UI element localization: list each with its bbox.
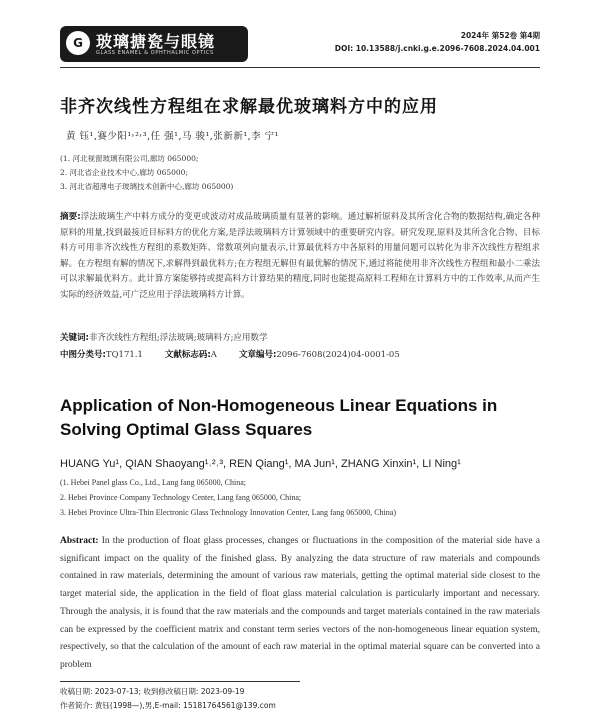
zh-keywords [60, 331, 268, 343]
cls-value: TQ171.1 [105, 350, 143, 360]
zh-affiliation-3: 3. 河北省超薄电子玻璃技术创新中心,廊坊 065000) [60, 182, 234, 191]
zh-keywords-label: 关键词: [60, 333, 89, 343]
en-abstract-label: Abstract: [60, 536, 99, 546]
zh-abstract [60, 210, 540, 304]
classification-line [60, 348, 400, 360]
article-no-value: 2096-7608(2024)04-0001-05 [276, 350, 400, 360]
header-rule [60, 67, 540, 68]
doc-code-label: 文献标志码: [164, 350, 211, 360]
zh-authors: 黄 钰¹,赛少阳¹˒²˒³,任 强¹,马 骏¹,张新新¹,李 宁¹ [66, 131, 279, 142]
journal-logo [60, 26, 248, 62]
zh-title: 非齐次线性方程组在求解最优玻璃料方中的应用 [60, 97, 438, 117]
en-abstract [60, 533, 540, 675]
doi: DOI: 10.13588/j.cnki.g.e.2096-7608.2024.04.001 [334, 44, 540, 53]
zh-affiliation-2: 2. 河北省企业技术中心,廊坊 065000; [60, 168, 188, 177]
article-no-label: 文章编号: [238, 350, 277, 360]
journal-name-en: GLASS ENAMEL & OPHTHALMIC OPTICS [96, 50, 214, 56]
en-affiliation-3: 3. Hebei Province Ultra-Thin Electronic Glass Technology Innovation Center, Lang fang 065000, China) [60, 508, 396, 517]
zh-affiliation-1: (1. 河北视窗玻璃有限公司,廊坊 065000; [60, 154, 199, 163]
received-date: 收稿日期: 2023-07-13; 收到修改稿日期: 2023-09-19 [60, 687, 245, 696]
en-affiliation-2: 2. Hebei Province Company Technology Center, Lang fang 065000, China; [60, 493, 302, 502]
author-info: 作者简介: 黄钰(1998—),男,E-mail: 15181764561@139.com [60, 701, 276, 710]
doc-code-value: A [210, 350, 217, 360]
zh-abstract-label: 摘要: [60, 212, 81, 222]
logo-mark-icon: G [66, 31, 90, 55]
en-affiliation-1: (1. Hebei Panel glass Co., Ltd., Lang fang 065000, China; [60, 478, 246, 487]
footer-rule [60, 681, 300, 682]
en-abstract-text: In the production of float glass processes, changes or fluctuations in the composition of the material side have a significant impact on the quality of the finished glass. By analyzing the data structure of raw materials and compounds contained in raw materials, determining the amount of various raw materials, getting the optimal material side closest to the target material side, the application in the field of float glass material calculation is particularly important and necessary. Through the analysis, it is found that the raw materials and the compounds and target materials contained in the raw materials can be expressed by the coefficient matrix and constant term series vectors of the non-homogeneous linear equation system, respectively, so that the calculation of the amount of each raw material in the optimal material square can be converted into a problem [60, 536, 541, 670]
zh-keywords-text: 非齐次线性方程组;浮法玻璃;玻璃料方;应用数学 [88, 333, 268, 343]
journal-name-zh: 玻璃搪瓷与眼镜 [96, 32, 216, 51]
en-authors: HUANG Yu¹, QIAN Shaoyang¹˒²˒³, REN Qiang¹, MA Jun¹, ZHANG Xinxin¹, LI Ning¹ [60, 458, 461, 470]
issue-info: 2024年 第52卷 第4期 [460, 31, 540, 40]
cls-label: 中图分类号: [60, 350, 106, 360]
zh-abstract-text: 浮法玻璃生产中料方成分的变更或波动对成品玻璃质量有显著的影响。通过解析原料及其所含化合物的数据结构,确定各种原料的用量,找到最接近目标料方的优化方案,是浮法玻璃料方计算领域中的重要研究内容。研究发现,原料及其所含化合物、目标料方可用非齐次线性方程组的系数矩阵、常数项列向量表示,计算最优料方中各原料的用量问题可以转化为非齐次线性方程组求解。在方程组有解的情况下,求解得到最优料方;在方程组无解但有最优解的情况下,通过将能使用非齐次线性方程组和最小二乘法可以求解最优料方。此计算方案能够持或提高料方计算结果的精度,同时也能提高原料工程师在计算料方中的工作效率,从而产生实际的经济效益,可广泛应用于浮法玻璃料方计算。 [60, 212, 540, 300]
en-title: Application of Non-Homogeneous Linear Equations in Solving Optimal Glass Squares [60, 396, 498, 439]
